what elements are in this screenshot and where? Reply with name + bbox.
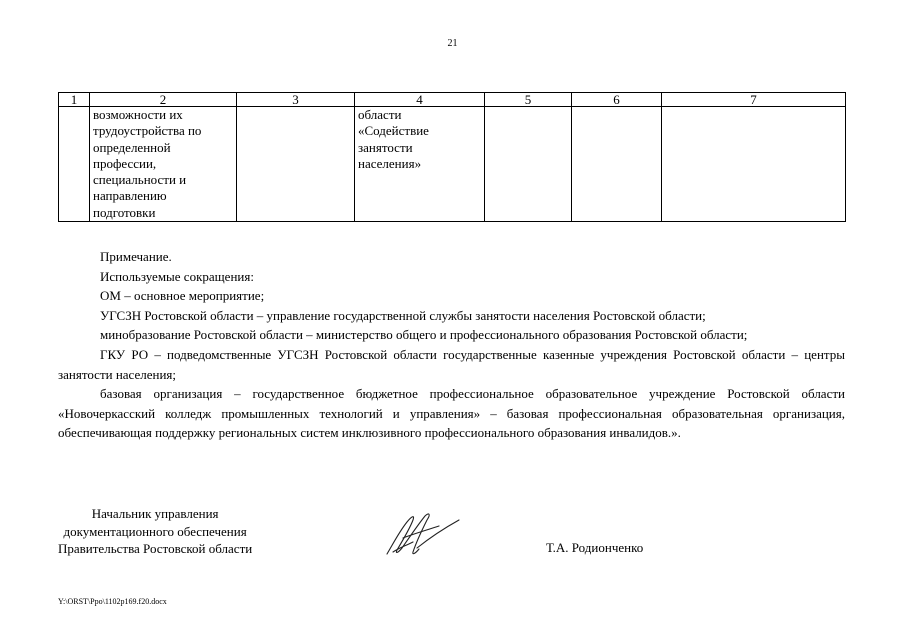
signatory-title <box>58 505 252 558</box>
abbreviation-ugszn: УГСЗН Ростовской области – управление государственной службы занятости населения Ростовской области; <box>100 307 706 323</box>
table-cell-col5 <box>485 107 572 222</box>
table-header-cell: 1 <box>59 93 90 107</box>
file-path: Y:\ORST\Ppo\1102p169.f20.docx <box>58 597 167 606</box>
cell-line: профессии, <box>93 155 157 171</box>
signatory-title-line: Правительства Ростовской области <box>58 541 253 556</box>
abbreviation-om: ОМ – основное мероприятие; <box>100 288 265 304</box>
table-cell-col2 <box>90 107 237 222</box>
cell-line: трудоустройства по <box>93 123 202 139</box>
cell-line: подготовки <box>93 204 156 220</box>
table-row <box>59 107 846 222</box>
cell-line: области <box>358 107 402 122</box>
table-header-cell: 3 <box>237 93 355 107</box>
handwritten-signature <box>383 508 463 560</box>
table-header-cell: 4 <box>355 93 485 107</box>
table-cell-col3 <box>237 107 355 222</box>
table-header-cell: 2 <box>90 93 237 107</box>
abbreviation-minobr: минобразование Ростовской области – министерство общего и профессионального образования Ростовской области; <box>100 327 748 343</box>
abbreviation-gku: ГКУ РО – подведомственные УГСЗН Ростовской области государственные казенные учреждения Ростовской области – центры занятости населения; <box>58 346 845 382</box>
signatory-title-line: документационного обеспечения <box>63 523 247 539</box>
cell-line: возможности их <box>93 107 183 122</box>
notes-section <box>58 247 845 443</box>
page-number: 21 <box>447 38 458 49</box>
cell-line: «Содействие <box>358 123 429 139</box>
cell-line: направлению <box>93 188 167 204</box>
cell-line: определенной <box>93 139 171 155</box>
table-header-cell: 7 <box>662 93 846 107</box>
cell-line: специальности и <box>93 172 187 188</box>
table-cell-col7 <box>662 107 846 222</box>
table-header-row <box>59 93 846 107</box>
cell-line: занятости <box>358 139 413 155</box>
abbreviations-title: Используемые сокращения: <box>100 268 254 284</box>
signatory-title-line: Начальник управления <box>91 506 219 521</box>
table-header-cell: 6 <box>572 93 662 107</box>
note-title: Примечание. <box>100 249 172 264</box>
table-header-cell: 5 <box>485 93 572 107</box>
signer-name: Т.А. Родионченко <box>546 540 644 555</box>
cell-line: населения» <box>358 155 422 171</box>
table-cell-col6 <box>572 107 662 222</box>
continuation-table <box>58 92 846 222</box>
table-cell-col1 <box>59 107 90 222</box>
table-cell-col4 <box>355 107 485 222</box>
abbreviation-base-org: базовая организация – государственное бюджетное профессиональное образовательное учреждение Ростовской области «Новочеркасский колледж промышленных технологий и управления» – базовая профессиональная образовательная организация, обеспечивающая поддержку региональных систем инклюзивного профессионального образования инвалидов.». <box>58 386 845 441</box>
